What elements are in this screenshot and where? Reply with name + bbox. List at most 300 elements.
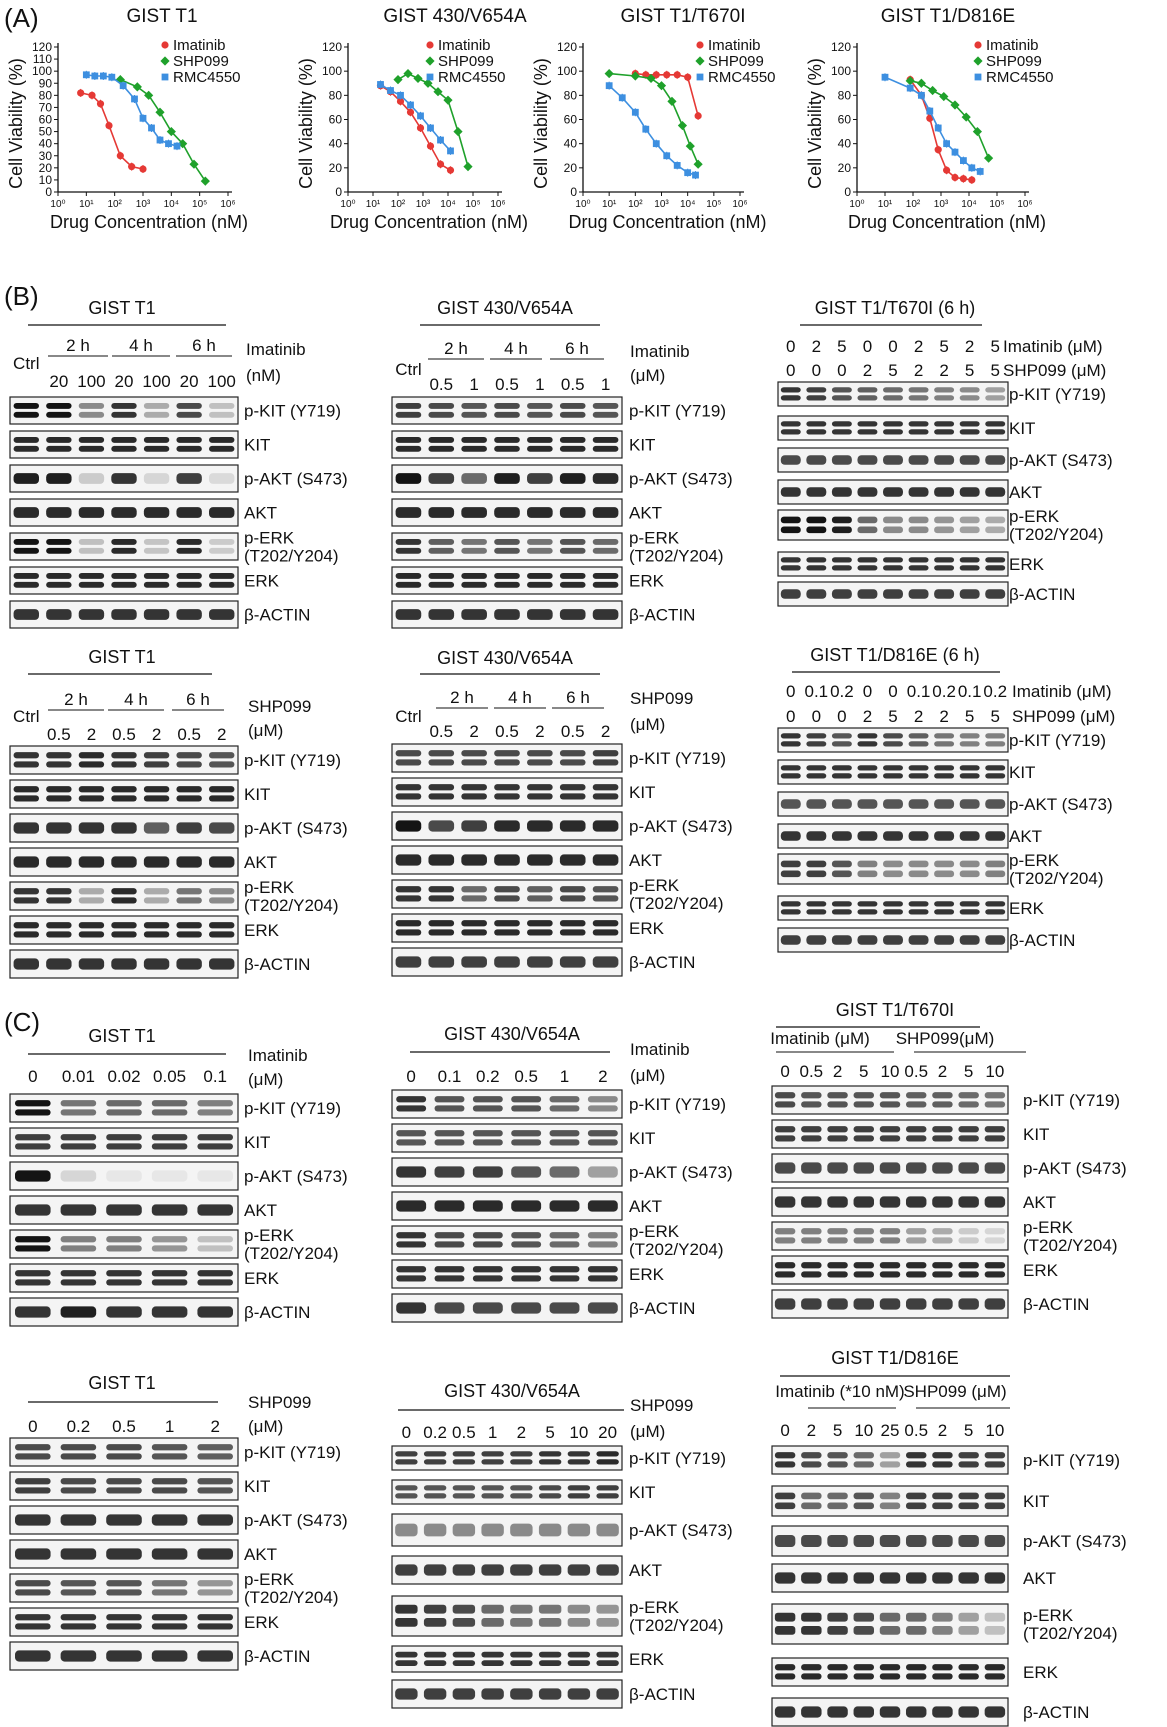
band bbox=[152, 1650, 188, 1661]
blot-strip bbox=[778, 552, 1008, 576]
band bbox=[958, 1706, 978, 1717]
band bbox=[481, 1451, 503, 1456]
band bbox=[15, 1453, 51, 1459]
band bbox=[593, 886, 619, 892]
blot-title: GIST 430/V654A bbox=[444, 1024, 580, 1044]
band bbox=[781, 799, 801, 809]
legend-marker bbox=[975, 74, 982, 81]
band bbox=[985, 517, 1005, 524]
band bbox=[568, 1485, 590, 1490]
band bbox=[596, 1485, 618, 1490]
blot-strip bbox=[392, 880, 622, 908]
band bbox=[61, 1487, 97, 1493]
band bbox=[197, 1270, 233, 1276]
data-point bbox=[907, 85, 914, 92]
band bbox=[593, 539, 619, 545]
dose-label: 2 bbox=[210, 1417, 220, 1436]
band bbox=[106, 1306, 142, 1317]
strip-frame bbox=[392, 1158, 622, 1186]
band bbox=[857, 935, 877, 945]
band bbox=[857, 527, 877, 534]
band bbox=[781, 773, 801, 778]
legend-marker bbox=[697, 74, 704, 81]
band bbox=[857, 487, 877, 497]
band bbox=[883, 861, 903, 868]
band bbox=[176, 795, 201, 801]
band bbox=[560, 446, 586, 452]
band bbox=[176, 437, 201, 443]
data-point bbox=[393, 75, 402, 84]
blot-strip bbox=[778, 896, 1008, 920]
band bbox=[197, 1279, 233, 1285]
band bbox=[111, 539, 136, 545]
band bbox=[560, 784, 586, 790]
data-point bbox=[413, 74, 422, 83]
band bbox=[781, 517, 801, 524]
band bbox=[539, 1459, 561, 1464]
legend-label: SHP099 bbox=[986, 53, 1042, 70]
band bbox=[527, 548, 553, 554]
band bbox=[827, 1135, 847, 1141]
band bbox=[906, 1101, 926, 1107]
band bbox=[46, 888, 71, 894]
blot-title: GIST T1/D816E (6 h) bbox=[810, 645, 980, 665]
strip-frame bbox=[392, 1260, 622, 1288]
blot-strip bbox=[10, 1230, 238, 1258]
band bbox=[209, 795, 234, 801]
band bbox=[176, 931, 201, 937]
western-blots bbox=[10, 298, 1127, 1726]
band bbox=[395, 1605, 417, 1614]
band-label: β-ACTIN bbox=[1023, 1295, 1090, 1314]
band bbox=[396, 548, 422, 554]
y-tick-label: 120 bbox=[556, 40, 577, 54]
dose-label: 1 bbox=[487, 1423, 498, 1442]
band bbox=[985, 861, 1005, 868]
strip-frame bbox=[778, 728, 1008, 752]
band bbox=[396, 437, 422, 443]
band-label: ERK bbox=[1009, 899, 1044, 918]
band bbox=[960, 909, 980, 914]
band bbox=[510, 1688, 532, 1699]
drug-label: Imatinib bbox=[630, 1040, 690, 1059]
band bbox=[958, 1461, 978, 1467]
band bbox=[14, 412, 39, 418]
band bbox=[428, 473, 454, 484]
band bbox=[14, 761, 39, 767]
band bbox=[596, 1459, 618, 1464]
x-axis-label: Drug Concentration (nM) bbox=[568, 212, 767, 232]
band bbox=[854, 1196, 874, 1207]
band bbox=[396, 1275, 426, 1281]
y-tick-label: 80 bbox=[563, 88, 577, 103]
strip-frame bbox=[392, 1294, 622, 1322]
blot-strip bbox=[10, 431, 238, 458]
band bbox=[106, 1170, 142, 1181]
blot-strip bbox=[772, 1486, 1008, 1516]
band bbox=[985, 773, 1005, 778]
data-point bbox=[657, 81, 666, 90]
band bbox=[857, 765, 877, 770]
band bbox=[801, 1196, 821, 1207]
band-label: KIT bbox=[244, 1477, 271, 1496]
band-label: p-ERK bbox=[244, 878, 295, 897]
dose-label: 5 bbox=[545, 1423, 555, 1442]
band bbox=[209, 539, 234, 545]
band bbox=[806, 527, 826, 534]
dose-label: 2 bbox=[913, 707, 924, 726]
blot-strip bbox=[392, 1226, 622, 1254]
band bbox=[176, 761, 201, 767]
band-label: p-ERK bbox=[629, 1222, 680, 1241]
strip-frame bbox=[10, 1574, 238, 1602]
band bbox=[494, 403, 520, 409]
band bbox=[960, 565, 980, 570]
band bbox=[14, 573, 39, 579]
band bbox=[79, 582, 104, 588]
x-tick-label: 10⁴ bbox=[163, 199, 180, 210]
dose-label: 0 bbox=[888, 337, 898, 356]
band bbox=[854, 1673, 874, 1679]
data-point bbox=[387, 87, 394, 94]
band bbox=[827, 1162, 847, 1173]
band bbox=[396, 920, 422, 926]
y-tick-label: 80 bbox=[837, 88, 851, 103]
band bbox=[827, 1126, 847, 1132]
band bbox=[176, 412, 201, 418]
band bbox=[960, 557, 980, 562]
y-axis-label: Cell Viability (%) bbox=[805, 58, 825, 189]
x-tick-label: 10⁰ bbox=[50, 199, 66, 210]
band bbox=[909, 765, 929, 770]
band bbox=[854, 1162, 874, 1173]
band bbox=[909, 799, 929, 809]
blot-strip bbox=[392, 1260, 622, 1288]
legend-marker bbox=[425, 56, 434, 65]
band bbox=[806, 861, 826, 868]
band bbox=[61, 1514, 97, 1525]
data-point bbox=[427, 125, 434, 132]
band bbox=[396, 854, 422, 865]
blot-strip bbox=[10, 397, 238, 424]
legend-label: RMC4550 bbox=[438, 69, 506, 86]
band bbox=[781, 387, 801, 392]
band bbox=[481, 1688, 503, 1699]
strip-frame bbox=[392, 880, 622, 908]
blot-strip bbox=[778, 854, 1008, 884]
band bbox=[510, 1485, 532, 1490]
band-label: AKT bbox=[1009, 827, 1043, 846]
band-label: KIT bbox=[1023, 1125, 1050, 1144]
band bbox=[560, 573, 586, 579]
band bbox=[539, 1485, 561, 1490]
band bbox=[152, 1478, 188, 1484]
blot-strip bbox=[392, 499, 622, 526]
band bbox=[46, 795, 71, 801]
band bbox=[958, 1298, 978, 1309]
band bbox=[14, 539, 39, 545]
blot-c-t670 bbox=[770, 1000, 1126, 1318]
band-label: ERK bbox=[244, 921, 279, 940]
x-axis-label: Drug Concentration (nM) bbox=[847, 212, 1047, 232]
dose-label: 0 bbox=[786, 707, 796, 726]
band-label: p-ERK bbox=[244, 1570, 295, 1589]
band bbox=[827, 1271, 847, 1277]
x-tick-label: 10² bbox=[107, 199, 122, 210]
strip-frame bbox=[10, 533, 238, 560]
band bbox=[14, 548, 39, 554]
band bbox=[14, 507, 39, 518]
band-label: p-ERK bbox=[629, 1598, 680, 1617]
band bbox=[144, 752, 169, 758]
data-point bbox=[83, 71, 90, 78]
band bbox=[46, 403, 71, 409]
band bbox=[806, 799, 826, 809]
y-tick-label: 20 bbox=[837, 160, 851, 175]
band-label: AKT bbox=[244, 1545, 278, 1564]
data-point bbox=[108, 74, 115, 81]
band bbox=[14, 922, 39, 928]
band bbox=[593, 793, 619, 799]
band-label: (T202/Y204) bbox=[629, 1616, 724, 1635]
dose-label: 2 bbox=[913, 337, 924, 356]
x-tick-label: 10⁴ bbox=[679, 199, 696, 210]
band bbox=[428, 820, 454, 831]
band bbox=[906, 1626, 926, 1635]
blot-strip bbox=[10, 601, 238, 628]
band bbox=[209, 752, 234, 758]
band bbox=[396, 759, 422, 765]
band bbox=[511, 1302, 541, 1313]
band bbox=[932, 1126, 952, 1132]
strip-frame bbox=[10, 567, 238, 594]
strip-frame bbox=[392, 1646, 622, 1672]
data-point bbox=[128, 163, 135, 170]
band bbox=[106, 1245, 142, 1251]
y-axis-label: Cell Viability (%) bbox=[296, 58, 316, 189]
band bbox=[781, 765, 801, 770]
band bbox=[958, 1228, 978, 1234]
band bbox=[111, 822, 136, 833]
band bbox=[111, 897, 136, 903]
band bbox=[15, 1109, 51, 1115]
band-label: KIT bbox=[629, 435, 656, 455]
band bbox=[775, 1706, 795, 1717]
band bbox=[209, 403, 234, 409]
band bbox=[593, 403, 619, 409]
band bbox=[806, 565, 826, 570]
data-point bbox=[174, 143, 181, 150]
band bbox=[827, 1626, 847, 1635]
band bbox=[494, 784, 520, 790]
band bbox=[152, 1548, 188, 1559]
band bbox=[144, 822, 169, 833]
x-tick-label: 10⁶ bbox=[732, 199, 748, 210]
band bbox=[854, 1503, 874, 1510]
band bbox=[152, 1170, 188, 1181]
dose-label: 5 bbox=[990, 361, 1000, 380]
data-point bbox=[960, 175, 967, 182]
data-point bbox=[417, 112, 424, 119]
band bbox=[176, 822, 201, 833]
band-label: ERK bbox=[629, 1650, 664, 1669]
data-point bbox=[605, 69, 614, 78]
dose-label: 0.2 bbox=[476, 1067, 500, 1086]
band bbox=[985, 395, 1005, 400]
band bbox=[176, 922, 201, 928]
band bbox=[197, 1487, 233, 1493]
band bbox=[781, 741, 801, 746]
band bbox=[152, 1270, 188, 1276]
band-label: AKT bbox=[244, 503, 278, 523]
band bbox=[909, 741, 929, 746]
band bbox=[827, 1298, 847, 1309]
blot-strip bbox=[392, 1158, 622, 1186]
band bbox=[958, 1162, 978, 1173]
band-label: KIT bbox=[629, 783, 656, 802]
band bbox=[934, 831, 954, 841]
band bbox=[560, 437, 586, 443]
band-label: p-KIT (Y719) bbox=[1009, 731, 1107, 750]
band bbox=[827, 1452, 847, 1458]
dose-label: 2 bbox=[216, 725, 227, 744]
legend-label: Imatinib bbox=[438, 37, 491, 54]
band bbox=[428, 582, 454, 588]
blot-strip bbox=[10, 780, 238, 808]
dose-label: 5 bbox=[888, 707, 898, 726]
drug-unit-label: (μM) bbox=[248, 1417, 284, 1436]
band-label: p-KIT (Y719) bbox=[244, 1099, 342, 1118]
band bbox=[960, 773, 980, 778]
band-label: β-ACTIN bbox=[629, 605, 696, 625]
band bbox=[906, 1228, 926, 1234]
band bbox=[473, 1266, 503, 1272]
band bbox=[176, 897, 201, 903]
band bbox=[106, 1623, 142, 1629]
dose-label: 0.02 bbox=[107, 1067, 141, 1086]
band bbox=[424, 1652, 446, 1658]
band bbox=[461, 895, 487, 901]
band bbox=[883, 565, 903, 570]
band bbox=[560, 820, 586, 831]
strip-frame bbox=[392, 1090, 622, 1118]
band bbox=[932, 1262, 952, 1268]
blot-title: GIST 430/V654A bbox=[437, 298, 573, 318]
band bbox=[854, 1626, 874, 1635]
band bbox=[453, 1605, 475, 1614]
data-point bbox=[165, 140, 172, 147]
x-tick-label: 10³ bbox=[415, 199, 431, 210]
band bbox=[494, 854, 520, 865]
strip-frame bbox=[392, 1446, 622, 1470]
band bbox=[832, 487, 852, 497]
x-tick-label: 10³ bbox=[654, 199, 669, 210]
band bbox=[144, 795, 169, 801]
band-label: β-ACTIN bbox=[1009, 931, 1076, 950]
band bbox=[111, 888, 136, 894]
band bbox=[15, 1548, 51, 1559]
band bbox=[396, 507, 422, 518]
band bbox=[15, 1134, 51, 1140]
band bbox=[909, 909, 929, 914]
band bbox=[801, 1503, 821, 1510]
band bbox=[880, 1092, 900, 1098]
data-point bbox=[684, 74, 691, 81]
band bbox=[880, 1101, 900, 1107]
x-tick-label: 10⁰ bbox=[340, 199, 356, 210]
ctrl-label: Ctrl bbox=[395, 360, 422, 379]
band bbox=[424, 1485, 446, 1490]
band-label: β-ACTIN bbox=[629, 1299, 696, 1318]
band bbox=[197, 1245, 233, 1251]
band bbox=[960, 935, 980, 945]
band bbox=[806, 871, 826, 878]
band bbox=[510, 1660, 532, 1666]
band bbox=[932, 1461, 952, 1467]
band bbox=[832, 871, 852, 878]
band bbox=[568, 1652, 590, 1658]
band bbox=[960, 455, 980, 465]
blot-strip bbox=[392, 744, 622, 772]
band bbox=[209, 548, 234, 554]
strip-frame bbox=[392, 1226, 622, 1254]
band bbox=[588, 1105, 618, 1111]
band bbox=[527, 573, 553, 579]
blot-strip bbox=[778, 416, 1008, 440]
band-label: KIT bbox=[1023, 1492, 1050, 1511]
blot-strip bbox=[392, 948, 622, 976]
band bbox=[906, 1196, 926, 1207]
band bbox=[79, 539, 104, 545]
band bbox=[880, 1503, 900, 1510]
band bbox=[832, 733, 852, 738]
band bbox=[106, 1514, 142, 1525]
band bbox=[775, 1673, 795, 1679]
band bbox=[527, 920, 553, 926]
band bbox=[510, 1493, 532, 1498]
band bbox=[781, 429, 801, 434]
band bbox=[883, 455, 903, 465]
blot-c-430-imatinib bbox=[392, 1024, 733, 1322]
blot-strip bbox=[392, 1514, 622, 1546]
band bbox=[958, 1493, 978, 1500]
band bbox=[14, 795, 39, 801]
drug-unit-label: (μM) bbox=[630, 366, 666, 385]
dose-label: 100 bbox=[77, 372, 106, 391]
band bbox=[527, 820, 553, 831]
band bbox=[111, 446, 136, 452]
band bbox=[396, 793, 422, 799]
blot-b-d816-combo bbox=[778, 645, 1115, 952]
blot-strip bbox=[392, 1294, 622, 1322]
band bbox=[775, 1503, 795, 1510]
band bbox=[985, 799, 1005, 809]
dose-label: 2 bbox=[937, 1421, 948, 1440]
band bbox=[527, 412, 553, 418]
data-point bbox=[463, 162, 472, 171]
data-point bbox=[977, 168, 984, 175]
band bbox=[144, 539, 169, 545]
series-line bbox=[398, 74, 468, 167]
dose-label: 2 bbox=[832, 1062, 843, 1081]
band bbox=[906, 1135, 926, 1141]
chart-title: GIST T1/D816E bbox=[880, 6, 1016, 27]
x-tick-label: 10⁴ bbox=[440, 199, 456, 210]
band bbox=[596, 1618, 618, 1627]
band bbox=[176, 573, 201, 579]
band bbox=[106, 1614, 142, 1620]
band bbox=[775, 1101, 795, 1107]
